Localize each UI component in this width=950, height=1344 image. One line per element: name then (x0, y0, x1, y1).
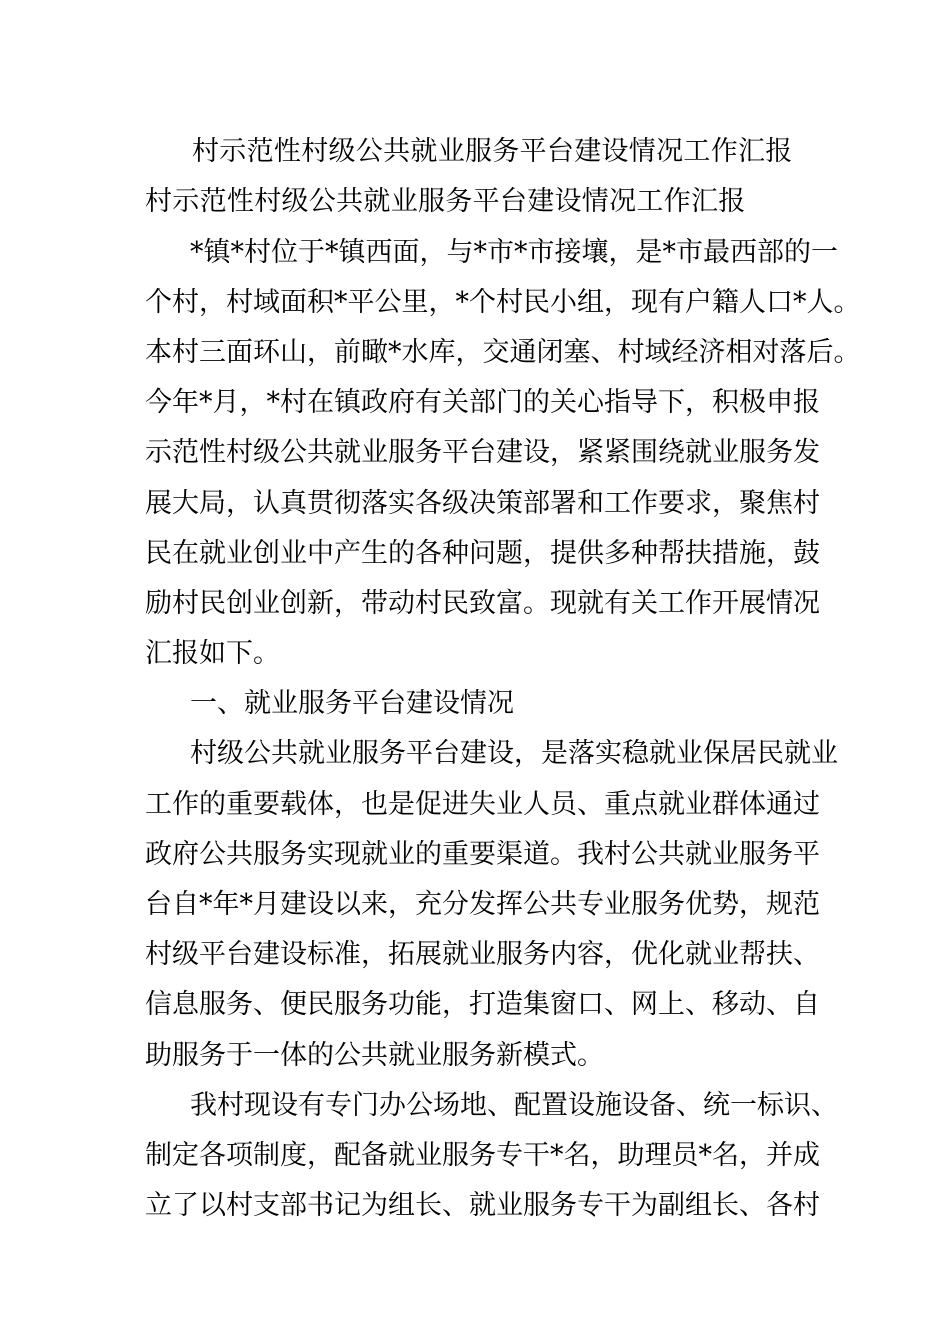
paragraph-line: *镇*村位于*镇西面，与*市*市接壤，是*市最西部的一 (190, 237, 838, 268)
paragraph-line: 台自*年*月建设以来，充分发挥公共专业服务优势，规范 (145, 889, 820, 920)
paragraph-line: 个村，村域面积*平公里，*个村民小组，现有户籍人口*人。 (145, 287, 861, 318)
paragraph-line: 我村现设有专门办公场地、配置设施设备、统一标识、 (190, 1090, 838, 1121)
paragraph-line: 立了以村支部书记为组长、就业服务专干为副组长、各村 (145, 1190, 820, 1221)
document-subtitle: 村示范性村级公共就业服务平台建设情况工作汇报 (145, 186, 746, 217)
paragraph-line: 民在就业创业中产生的各种问题，提供多种帮扶措施，鼓 (145, 538, 820, 569)
paragraph-line: 村级公共就业服务平台建设，是落实稳就业保居民就业 (190, 738, 838, 769)
paragraph-line: 汇报如下。 (145, 638, 280, 669)
document-title: 村示范性村级公共就业服务平台建设情况工作汇报 (192, 136, 793, 167)
paragraph-line: 助服务于一体的公共就业服务新模式。 (145, 1040, 604, 1071)
paragraph-line: 政府公共服务实现就业的重要渠道。我村公共就业服务平 (145, 839, 820, 870)
paragraph-line: 展大局，认真贯彻落实各级决策部署和工作要求，聚焦村 (145, 488, 820, 519)
paragraph-line: 励村民创业创新，带动村民致富。现就有关工作开展情况 (145, 588, 820, 619)
paragraph-line: 本村三面环山，前瞰*水库，交通闭塞、村域经济相对落后。 (145, 337, 861, 368)
section-heading: 一、就业服务平台建设情况 (190, 688, 514, 719)
paragraph-line: 今年*月，*村在镇政府有关部门的关心指导下，积极申报 (145, 387, 820, 418)
paragraph-line: 信息服务、便民服务功能，打造集窗口、网上、移动、自 (145, 989, 820, 1020)
paragraph-line: 示范性村级公共就业服务平台建设，紧紧围绕就业服务发 (145, 437, 820, 468)
paragraph-line: 工作的重要载体，也是促进失业人员、重点就业群体通过 (145, 789, 820, 820)
paragraph-line: 制定各项制度，配备就业服务专干*名，助理员*名，并成 (145, 1140, 820, 1171)
paragraph-line: 村级平台建设标准，拓展就业服务内容，优化就业帮扶、 (145, 939, 820, 970)
